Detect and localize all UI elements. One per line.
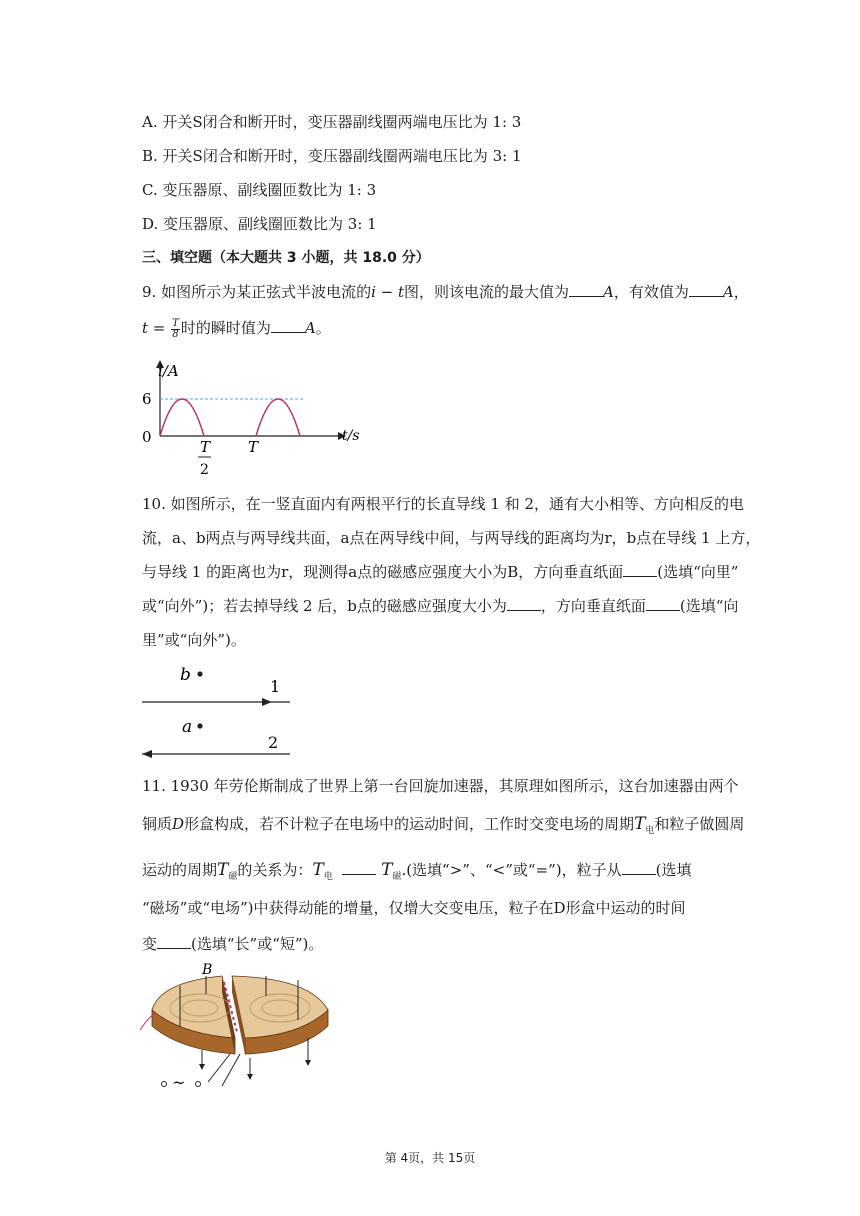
q10-line3: 与导线 1 的距离也为r，现测得a点的磁感应强度大小为B，方向垂直纸面 (选填“向里” bbox=[142, 563, 739, 581]
q10-blank-direction-a[interactable] bbox=[623, 562, 657, 577]
point-a-label: a bbox=[182, 717, 193, 737]
option-a: A. 开关S闭合和断开时，变压器副线圈两端电压比为 1: 3 bbox=[142, 113, 522, 131]
q10-line2: 流，a、b两点与两导线共面，a点在两导线中间，与两导线的距离均为r，b点在导线 1 上方， bbox=[142, 529, 761, 547]
point-a bbox=[197, 723, 202, 728]
q11-blank-relation[interactable] bbox=[342, 860, 376, 875]
ac-symbol: ~ bbox=[172, 1073, 186, 1092]
x-axis-label: t/s bbox=[342, 428, 360, 444]
half-wave-2 bbox=[256, 399, 300, 436]
q11-line2: 铜质D形盒构成，若不计粒子在电场中的运动时间，工作时交变电场的周期$T_电$和粒子做圆周 bbox=[142, 814, 745, 836]
tick-half-num: T bbox=[200, 438, 211, 456]
q10-line4: 或“向外”)；若去掉导线 2 后，b点的磁感应强度大小为 ，方向垂直纸面 (选填“向 bbox=[142, 597, 739, 615]
option-d: D. 变压器原、副线圈匝数比为 3: 1 bbox=[142, 215, 377, 233]
field-arrows bbox=[199, 1060, 311, 1080]
origin-label: 0 bbox=[142, 428, 152, 446]
q9-line1: 9. 如图所示为某正弦式半波电流的i − t图，则该电流的最大值为 A，有效值为 A， bbox=[142, 283, 749, 301]
q10-line5: 里”或“向外”)。 bbox=[142, 631, 246, 649]
q9-blank-instant[interactable] bbox=[271, 318, 305, 333]
terminal-left bbox=[162, 1082, 167, 1087]
point-b bbox=[197, 671, 202, 676]
point-b-label: b bbox=[180, 665, 191, 685]
wire-1-label: 1 bbox=[270, 677, 281, 696]
q11-line3: 运动的周期$T_磁$的关系为：$T_电$ $T_磁$.(选填“>”、“<”或“=”)，粒子从 (选填 bbox=[142, 860, 692, 882]
q10-blank-direction-b[interactable] bbox=[646, 596, 680, 611]
q11-line4: “磁场”或“电场”)中获得动能的增量，仅增大交变电压，粒子在D形盒中运动的时间 bbox=[142, 899, 686, 917]
y-tick-6: 6 bbox=[142, 390, 152, 408]
q11-blank-source[interactable] bbox=[622, 860, 656, 875]
section-heading: 三、填空题（本大题共 3 小题，共 18.0 分） bbox=[142, 250, 430, 266]
q11-cyclotron-figure bbox=[140, 962, 340, 1092]
q10-blank-magnitude-b[interactable] bbox=[507, 596, 541, 611]
q9-line2: t = $\frac{T}{8}$ 时的瞬时值为 A。 bbox=[142, 317, 331, 340]
q9-blank-rms[interactable] bbox=[689, 282, 723, 297]
q9-fraction: $\frac{T}{8}$ bbox=[172, 317, 179, 340]
y-axis-label: i/A bbox=[158, 362, 179, 380]
wire-2-arrow bbox=[142, 750, 152, 758]
q10-wires-figure bbox=[140, 658, 300, 758]
lead-right bbox=[222, 1054, 240, 1086]
option-c: C. 变压器原、副线圈匝数比为 1: 3 bbox=[142, 181, 377, 199]
wire-1-arrow bbox=[262, 698, 272, 706]
field-label-B: B bbox=[202, 962, 213, 978]
option-b: B. 开关S闭合和断开时，变压器副线圈两端电压比为 3: 1 bbox=[142, 147, 522, 165]
q11-blank-time[interactable] bbox=[157, 934, 191, 949]
tick-T: T bbox=[248, 438, 259, 456]
wire-2-label: 2 bbox=[268, 733, 279, 752]
q9-current-graph bbox=[140, 358, 370, 480]
terminal-right bbox=[196, 1082, 201, 1087]
q10-line1: 10. 如图所示，在一竖直面内有两根平行的长直导线 1 和 2，通有大小相等、方向相反的电 bbox=[142, 495, 745, 513]
q11-line1: 11. 1930 年劳伦斯制成了世界上第一台回旋加速器，其原理如图所示，这台加速器由两个 bbox=[142, 777, 739, 795]
q9-blank-max[interactable] bbox=[569, 282, 603, 297]
tick-half-den: 2 bbox=[200, 462, 209, 478]
half-wave-1 bbox=[160, 399, 204, 436]
q11-line5: 变 (选填“长”或“短”)。 bbox=[142, 935, 324, 953]
page-footer: 第 4页，共 15页 bbox=[384, 1151, 476, 1165]
